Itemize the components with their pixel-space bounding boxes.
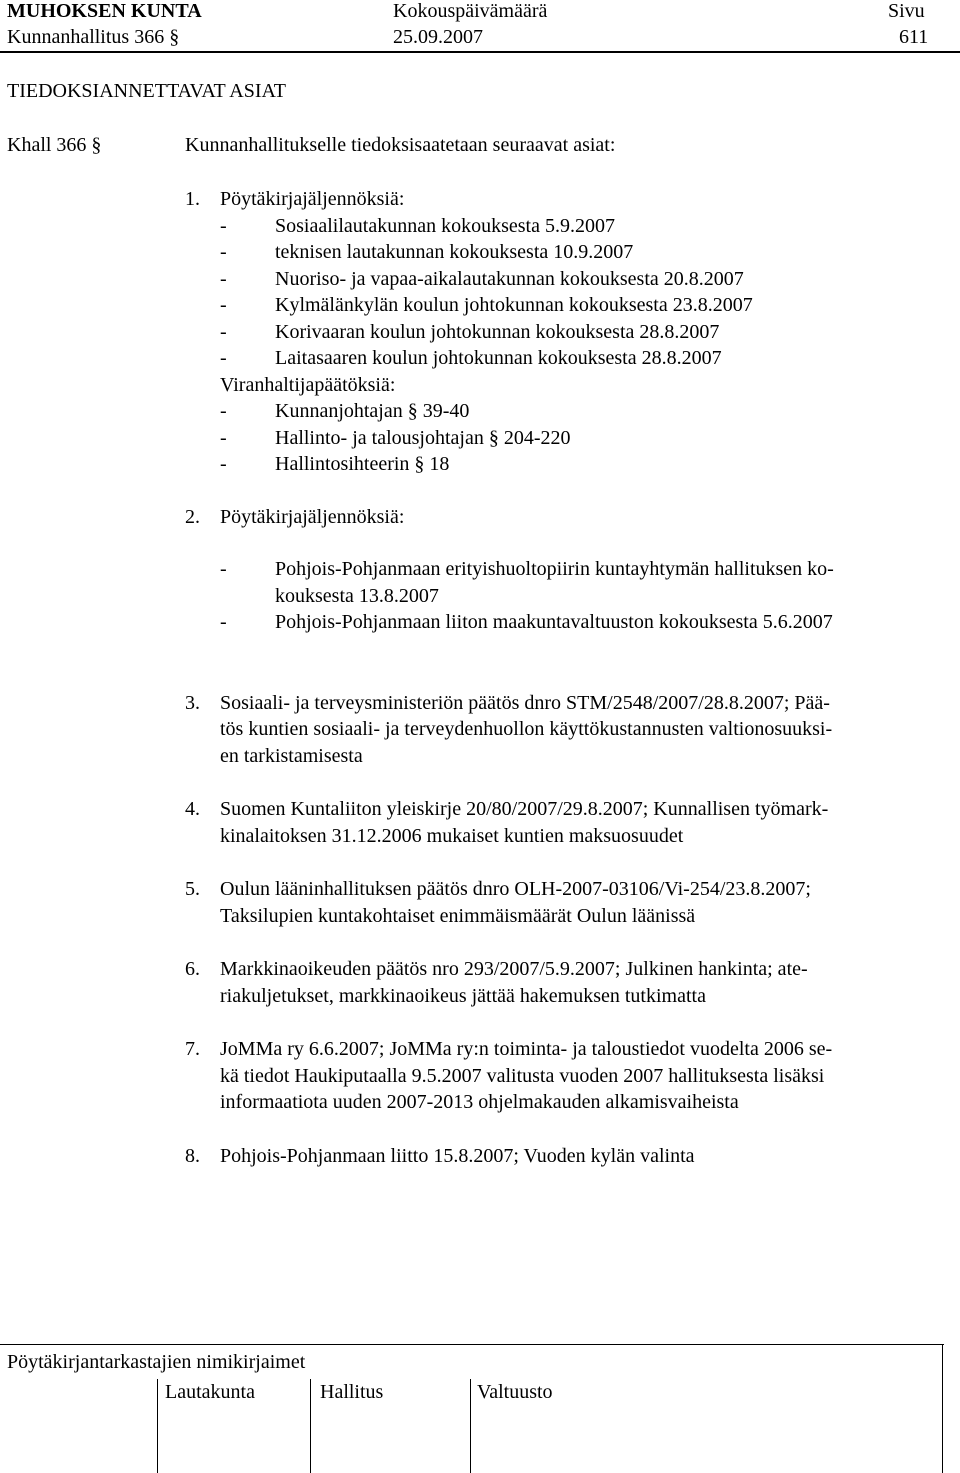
item-text-line: Taksilupien kuntakohtaiset enimmäismäärät Oulun läänissä [220, 904, 696, 927]
list-item [185, 504, 945, 636]
case-reference: Khall 366 § [7, 134, 102, 156]
item-text-line: Sosiaali- ja terveysministeriön päätös dnro STM/2548/2007/28.8.2007; Pää- [220, 691, 830, 714]
signature-divider-2 [310, 1379, 311, 1473]
sub-item-text: Korivaaran koulun johtokunnan kokouksesta 28.8.2007 [275, 320, 720, 343]
item-text-line: Oulun lääninhallituksen päätös dnro OLH-2007-03106/Vi-254/23.8.2007; [220, 878, 811, 900]
item-text-line: Pöytäkirjajäljennöksiä: [220, 188, 405, 210]
header-rule [0, 51, 960, 53]
header-org: MUHOKSEN KUNTA [7, 0, 202, 22]
sub-item [220, 292, 945, 319]
item-text-line: Pöytäkirjajäljennöksiä: [220, 505, 405, 528]
signature-title: Pöytäkirjantarkastajien nimikirjaimet [7, 1351, 306, 1373]
item-text-line: Suomen Kuntaliiton yleiskirje 20/80/2007/29.8.2007; Kunnallisen työmark- [220, 798, 829, 820]
sub-item [220, 239, 945, 266]
sub-item-text: Pohjois-Pohjanmaan liiton maakuntavaltuuston kokouksesta 5.6.2007 [275, 611, 833, 633]
sub-item [220, 451, 945, 478]
item-text-line: kinalaitoksen 31.12.2006 mukaiset kuntien maksuosuudet [220, 824, 684, 847]
sub-item-dash: - [220, 426, 227, 449]
item-number: 4. [185, 798, 200, 820]
sub-item-text: Hallintosihteerin § 18 [275, 453, 450, 475]
signature-col-valtuusto: Valtuusto [477, 1381, 553, 1403]
item-text-line: kä tiedot Haukiputaalla 9.5.2007 valitusta vuoden 2007 hallituksesta lisäksi [220, 1064, 825, 1087]
sub-item-dash: - [220, 241, 227, 263]
sub-item-dash: - [220, 400, 227, 422]
sub-item-text: Kylmälänkylän koulun johtokunnan kokouksesta 23.8.2007 [275, 294, 753, 316]
signature-col-lautakunta: Lautakunta [165, 1381, 255, 1403]
sub-item [220, 609, 945, 636]
list-item [185, 1143, 945, 1170]
sub-item-text: Laitasaaren koulun johtokunnan kokouksesta 28.8.2007 [275, 347, 722, 369]
sub-item-text: kouksesta 13.8.2007 [275, 584, 439, 607]
sub-item-text: teknisen lautakunnan kokouksesta 10.9.2007 [275, 241, 634, 263]
list-item [185, 690, 945, 770]
signature-box [0, 1344, 944, 1473]
sub-item-dash: - [220, 294, 227, 316]
item-text-line: JoMMa ry 6.6.2007; JoMMa ry:n toiminta- ja taloustiedot vuodelta 2006 se- [220, 1038, 833, 1060]
sub-item-dash: - [220, 267, 227, 290]
sub-item [220, 425, 945, 452]
list-item [185, 956, 945, 1009]
intro-text: Kunnanhallitukselle tiedoksisaatetaan seuraavat asiat: [185, 134, 616, 156]
sub-item [220, 213, 945, 240]
sub-item-dash: - [220, 347, 227, 369]
item-text-line: Viranhaltijapäätöksiä: [220, 373, 396, 396]
sub-item-dash: - [220, 611, 227, 633]
sub-item-text: Kunnanjohtajan § 39-40 [275, 400, 470, 422]
sub-item-text: Sosiaalilautakunnan kokouksesta 5.9.2007 [275, 214, 615, 237]
sub-item [220, 556, 945, 609]
signature-divider-1 [157, 1379, 158, 1473]
items-list [185, 186, 945, 1169]
list-item [185, 876, 945, 929]
sub-item-text: Hallinto- ja talousjohtajan § 204-220 [275, 426, 571, 449]
header-body: Kunnanhallitus 366 § [7, 26, 180, 48]
list-item [185, 1036, 945, 1116]
item-number: 8. [185, 1144, 200, 1167]
item-number: 6. [185, 958, 200, 980]
header-page-number: 611 [899, 26, 929, 48]
sub-item-dash: - [220, 453, 227, 475]
sub-item [220, 398, 945, 425]
header-date-label: Kokouspäivämäärä [393, 0, 548, 22]
item-text-line: tös kuntien sosiaali- ja terveydenhuollon käyttökustannusten valtionosuuksi- [220, 718, 833, 740]
item-text-line: Pohjois-Pohjanmaan liitto 15.8.2007; Vuoden kylän valinta [220, 1144, 695, 1167]
item-number: 3. [185, 691, 200, 714]
item-number: 1. [185, 188, 200, 210]
list-item [185, 186, 945, 478]
sub-item-dash: - [220, 320, 227, 343]
sub-item-dash: - [220, 214, 227, 237]
sub-item [220, 319, 945, 346]
signature-divider-3 [470, 1379, 471, 1473]
item-text-line: en tarkistamisesta [220, 744, 363, 767]
item-text-line: Markkinaoikeuden päätös nro 293/2007/5.9.2007; Julkinen hankinta; ate- [220, 958, 808, 980]
item-number: 7. [185, 1038, 200, 1060]
section-title: TIEDOKSIANNETTAVAT ASIAT [7, 80, 286, 102]
signature-col-hallitus: Hallitus [320, 1381, 384, 1403]
item-number: 2. [185, 505, 200, 528]
header-date: 25.09.2007 [393, 26, 483, 48]
sub-item-dash: - [220, 558, 227, 580]
sub-item [220, 345, 945, 372]
signature-right-border [942, 1345, 943, 1473]
list-item [185, 796, 945, 849]
sub-item-text: Pohjois-Pohjanmaan erityishuoltopiirin kuntayhtymän hallituksen ko- [275, 558, 834, 580]
item-text-line: riakuljetukset, markkinaoikeus jättää hakemuksen tutkimatta [220, 984, 706, 1007]
sub-item [220, 266, 945, 293]
item-text-line: informaatiota uuden 2007-2013 ohjelmakauden alkamisvaiheista [220, 1091, 739, 1113]
item-number: 5. [185, 878, 200, 900]
sub-item-text: Nuoriso- ja vapaa-aikalautakunnan kokouksesta 20.8.2007 [275, 267, 744, 290]
header-page-label: Sivu [888, 0, 925, 22]
